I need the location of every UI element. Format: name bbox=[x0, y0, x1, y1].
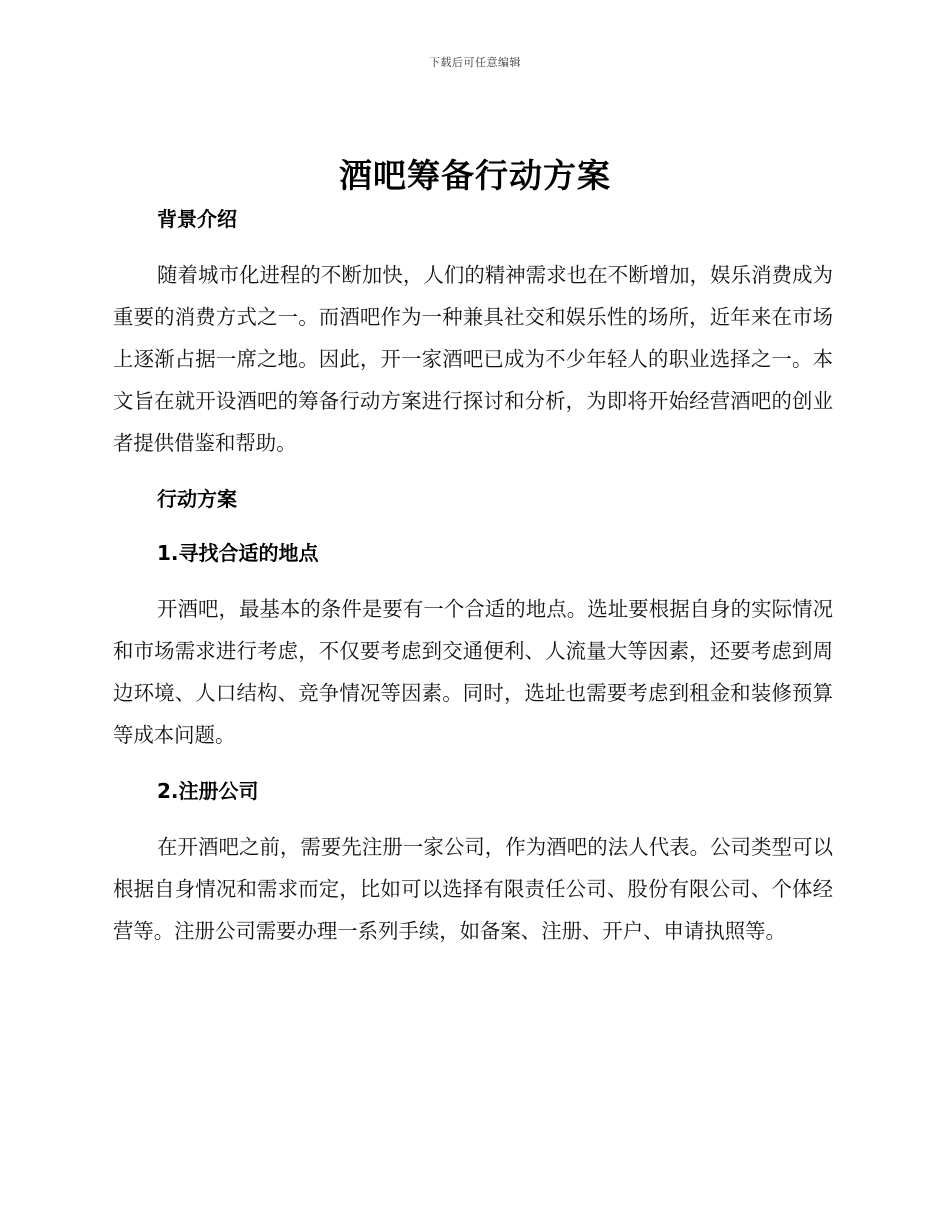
section-paragraph-background: 随着城市化进程的不断加快，人们的精神需求也在不断增加，娱乐消费成为重要的消费方式之一。而酒吧作为一种兼具社交和娱乐性的场所，近年来在市场上逐渐占据一席之地。因此，开一家酒吧已成为不少年轻人的职业选择之一。本文旨在就开设酒吧的筹备行动方案进行探讨和分析，为即将开始经营酒吧的创业者提供借鉴和帮助。 bbox=[113, 263, 833, 455]
section-heading-background: 背景介绍 bbox=[157, 207, 237, 231]
step-paragraph-register-company: 在开酒吧之前，需要先注册一家公司，作为酒吧的法人代表。公司类型可以根据自身情况和需求而定，比如可以选择有限责任公司、股份有限公司、个体经营等。注册公司需要办理一系列手续，如备案、注册、开户、申请执照等。 bbox=[113, 835, 833, 943]
document-title: 酒吧筹备行动方案 bbox=[339, 156, 611, 195]
document-body bbox=[113, 202, 833, 952]
step-heading-register-company: 2.注册公司 bbox=[157, 779, 259, 803]
step-paragraph-find-location: 开酒吧，最基本的条件是要有一个合适的地点。选址要根据自身的实际情况和市场需求进行考虑，不仅要考虑到交通便利、人流量大等因素，还要考虑到周边环境、人口结构、竞争情况等因素。同时，选址也需要考虑到租金和装修预算等成本问题。 bbox=[113, 597, 833, 747]
section-heading-action-plan: 行动方案 bbox=[157, 487, 237, 511]
header-note: 下载后可任意编辑 bbox=[429, 56, 521, 69]
step-heading-find-location: 1.寻找合适的地点 bbox=[157, 541, 319, 565]
